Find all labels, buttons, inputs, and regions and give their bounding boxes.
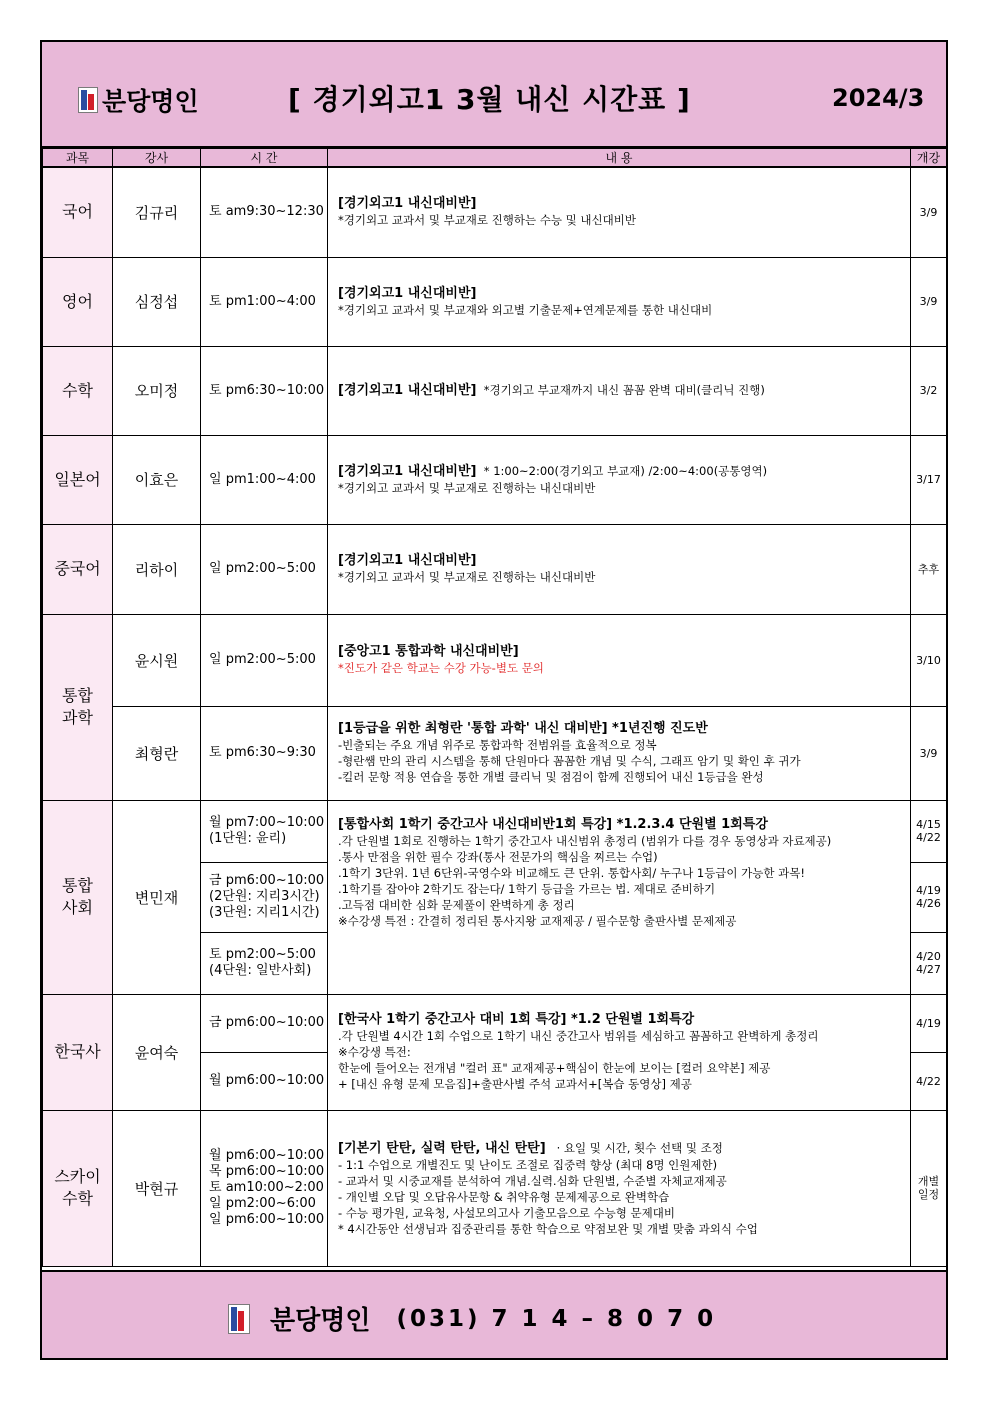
course-desc: - 1:1 수업으로 개별진도 및 난이도 조절로 집중력 향상 (최대 8명 인원제한) - 교과서 및 시중교재를 분석하여 개념.실력.심화 단원별, 수준별 자체교재제공 - 개인별 오답 및 오답유사문항 & 취약유형 문제제공으로 완벽학습 - 수능 평가원, 교육청, 사설모의고사 기출모음으로 수능형 문제대비 * 4시간동안 선생님과 집중관리를 통한 학습으로 약점보완 및 개별 맞춤 과외식 수업: [338, 1157, 758, 1236]
time-cell: 월 pm6:00~10:00: [201, 1052, 328, 1110]
content-cell: [328, 524, 911, 614]
subject-cell: 일본어: [43, 435, 113, 524]
course-desc: -빈출되는 주요 개념 위주로 통합과학 전범위를 효율적으로 정복 -형란쌤 만의 관리 시스템을 통해 단원마다 꼼꼼한 개념 및 수식, 그래프 암기 및 확인 후 귀가 -킬러 문항 적용 연습을 통한 개별 클리닉 및 점검이 함께 진행되어 내신 1등급을 완성: [338, 738, 801, 784]
teacher-cell: 오미정: [113, 346, 201, 435]
teacher-cell: 변민재: [113, 800, 201, 994]
teacher-cell: 윤여숙: [113, 994, 201, 1110]
time-cell: 토 pm1:00~4:00: [201, 257, 328, 346]
course-desc: *경기외고 교과서 및 부교재로 진행하는 내신대비반: [338, 570, 596, 584]
col-subject: 과목: [43, 149, 113, 168]
page-title: [ 경기외고1 3월 내신 시간표 ]: [288, 83, 691, 116]
time-cell: 토 am9:30~12:30: [201, 167, 328, 257]
course-note: *진도가 같은 학교는 수강 가능-별도 문의: [338, 661, 544, 675]
course-title: [1등급을 위한 최형란 '통합 과학' 내신 대비반] *1년진행 진도반: [338, 721, 708, 736]
subject-cell: 중국어: [43, 524, 113, 614]
footer-brand: [228, 1300, 716, 1337]
table-row: [43, 994, 947, 1052]
time-cell: 토 pm6:30~9:30: [201, 706, 328, 800]
content-cell: [328, 800, 911, 994]
content-cell: [328, 257, 911, 346]
start-cell: 3/2: [911, 346, 947, 435]
table-header-row: [43, 149, 947, 168]
phone-number: (031) 7 1 4 – 8 0 7 0: [396, 1305, 717, 1332]
subject-cell: 국어: [43, 167, 113, 257]
teacher-cell: 윤시원: [113, 614, 201, 706]
start-cell: 4/19: [911, 994, 947, 1052]
subject-cell: 스카이 수학: [43, 1110, 113, 1266]
brand-name: 분당명인: [102, 87, 199, 116]
subject-cell: 한국사: [43, 994, 113, 1110]
course-title: [경기외고1 내신대비반]: [338, 383, 477, 398]
content-cell: [328, 435, 911, 524]
course-title: [중앙고1 통합과학 내신대비반]: [338, 644, 519, 659]
academy-logo-icon: [228, 1304, 250, 1334]
course-title: [한국사 1학기 중간고사 대비 1회 특강] *1.2 단원별 1회특강: [338, 1012, 695, 1027]
table-row: [43, 167, 947, 257]
time-cell: 월 pm6:00~10:00 목 pm6:00~10:00 토 am10:00~2:00 일 pm2:00~6:00 일 pm6:00~10:00: [201, 1110, 328, 1266]
footer-banner: [42, 1270, 946, 1358]
course-note: · 요일 및 시간, 횟수 선택 및 조정: [556, 1140, 723, 1155]
subject-cell: 통합 사회: [43, 800, 113, 994]
brand: [78, 82, 199, 118]
course-desc: .각 단원별 4시간 1회 수업으로 1학기 내신 중간고사 범위를 세심하고 꼼꼼하고 완벽하게 총정리 ※수강생 특전: 한눈에 들어오는 전개념 "컬러 표" 교재제공+핵심이 한눈에 보이는 [컬러 요약본] 제공 + [내신 유형 문제 모음집]+출판사별 주석 교과서+[복습 동영상] 제공: [338, 1029, 819, 1091]
col-content: 내 용: [328, 149, 911, 168]
course-desc: .각 단원별 1회로 진행하는 1학기 중간고사 내신범위 총정리 (범위가 다를 경우 동영상과 자료제공) .통사 만점을 위한 필수 강좌(통사 전문가의 핵심을 찌르는 수업) .1학기 3단위. 1년 6단위-국영수와 비교해도 큰 단위. 통합사회/ 누구나 1등급이 가능한 과목! .1학기를 잡아야 2학기도 잡는다/ 1학기 등급을 가르는 법. 제대로 준비하기 .고득점 대비한 심화 문제풀이 완벽하게 총 정리 ※수강생 특전 : 간결히 정리된 통사지왕 교재제공 / 필수문항 출판사별 문제제공: [338, 833, 832, 928]
start-cell: 3/9: [911, 167, 947, 257]
time-cell: 토 pm6:30~10:00: [201, 346, 328, 435]
course-title: [경기외고1 내신대비반]: [338, 464, 477, 479]
time-cell: 금 pm6:00~10:00 (2단원: 지리3시간) (3단원: 지리1시간): [201, 862, 328, 932]
subject-cell: 수학: [43, 346, 113, 435]
subject-cell: 영어: [43, 257, 113, 346]
table-row: [43, 346, 947, 435]
content-cell: [328, 167, 911, 257]
content-cell: [328, 706, 911, 800]
course-title: [기본기 탄탄, 실력 탄탄, 내신 탄탄]: [338, 1140, 546, 1156]
teacher-cell: 심정섭: [113, 257, 201, 346]
course-note: * 1:00~2:00(경기외고 부교재) /2:00~4:00(공통영역): [483, 464, 768, 478]
col-teacher: 강사: [113, 149, 201, 168]
table-row: [43, 1110, 947, 1266]
subject-cell: 통합 과학: [43, 614, 113, 800]
teacher-cell: 리하이: [113, 524, 201, 614]
start-cell: 3/10: [911, 614, 947, 706]
content-cell: [328, 994, 911, 1110]
date-label: 2024/3: [832, 84, 925, 112]
start-cell: 3/9: [911, 706, 947, 800]
teacher-cell: 이효은: [113, 435, 201, 524]
header-banner: [42, 42, 946, 148]
content-cell: [328, 346, 911, 435]
academy-logo-icon: [78, 87, 98, 113]
course-title: [통합사회 1학기 중간고사 내신대비반1회 특강] *1.2.3.4 단원별 1회특강: [338, 816, 768, 832]
table-row: [43, 435, 947, 524]
table-row: [43, 524, 947, 614]
time-cell: 일 pm1:00~4:00: [201, 435, 328, 524]
course-desc: *경기외고 교과서 및 부교재로 진행하는 내신대비반: [338, 481, 596, 495]
table-row: [43, 257, 947, 346]
table-row: [43, 614, 947, 706]
start-cell: 4/22: [911, 1052, 947, 1110]
teacher-cell: 박현규: [113, 1110, 201, 1266]
timetable-sheet: [40, 40, 948, 1360]
start-cell: 개별 일정: [911, 1110, 947, 1266]
course-note: *경기외고 부교재까지 내신 꼼꼼 완벽 대비(클리닉 진행): [483, 383, 765, 397]
table-row: [43, 800, 947, 862]
teacher-cell: 최형란: [113, 706, 201, 800]
time-cell: 월 pm7:00~10:00 (1단원: 윤리): [201, 800, 328, 862]
course-desc: *경기외고 교과서 및 부교재로 진행하는 수능 및 내신대비반: [338, 213, 636, 228]
start-cell: 3/17: [911, 435, 947, 524]
table-row: [43, 706, 947, 800]
content-cell: [328, 1110, 911, 1266]
time-cell: 금 pm6:00~10:00: [201, 994, 328, 1052]
col-time: 시 간: [201, 149, 328, 168]
start-cell: 4/20 4/27: [911, 932, 947, 994]
start-cell: 4/19 4/26: [911, 862, 947, 932]
start-cell: 3/9: [911, 257, 947, 346]
time-cell: 일 pm2:00~5:00: [201, 614, 328, 706]
schedule-table: [42, 148, 947, 1267]
time-cell: 일 pm2:00~5:00: [201, 524, 328, 614]
course-desc: *경기외고 교과서 및 부교재와 외고별 기출문제+연계문제를 통한 내신대비: [338, 302, 713, 317]
start-cell: 4/15 4/22: [911, 800, 947, 862]
course-title: [경기외고1 내신대비반]: [338, 285, 477, 301]
time-cell: 토 pm2:00~5:00 (4단원: 일반사회): [201, 932, 328, 994]
content-cell: [328, 614, 911, 706]
footer-brand-name: 분당명인: [270, 1306, 371, 1336]
teacher-cell: 김규리: [113, 167, 201, 257]
course-title: [경기외고1 내신대비반]: [338, 553, 477, 568]
col-start: 개강: [911, 149, 947, 168]
start-cell: 추후: [911, 524, 947, 614]
course-title: [경기외고1 내신대비반]: [338, 196, 477, 212]
